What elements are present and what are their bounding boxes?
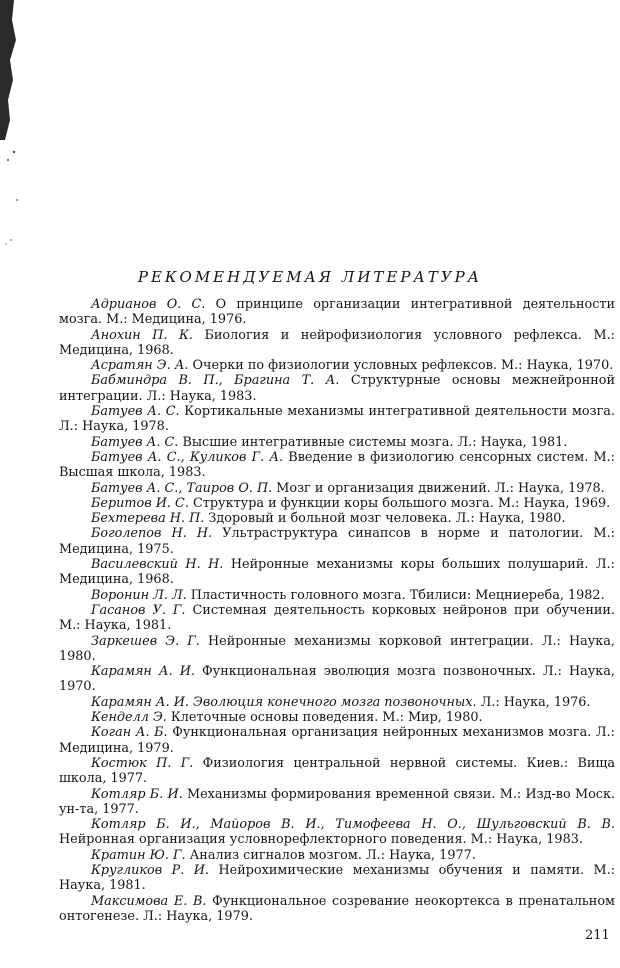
reference-text: О принципе организации интегративной деятельности мозга. М.: Медицина, 1976. <box>59 297 615 328</box>
reference-text: Введение в физиологию сенсорных систем. М.: Высшая школа, 1983. <box>59 449 615 481</box>
reference-item <box>59 511 615 526</box>
reference-author: Карамян А. И. Эволюция конечного мозга позвоночных. <box>91 694 477 710</box>
reference-text: Системная деятельность корковых нейронов при обучении. М.: Наука, 1981. <box>59 602 615 634</box>
reference-item <box>59 664 615 695</box>
reference-author: Батуев А. С., Таиров О. П. <box>91 480 273 496</box>
reference-author: Беритов И. С. <box>91 495 189 511</box>
reference-list <box>59 297 615 924</box>
reference-item <box>59 634 615 665</box>
page-number: 211 <box>585 928 610 943</box>
reference-text: Функциональное созревание неокортекса в пренатальном онтогенезе. Л.: Наука, 1979. <box>59 893 615 924</box>
reference-author: Карамян А. И. <box>91 664 195 680</box>
reference-author: Кругликов Р. И. <box>91 862 210 878</box>
reference-item <box>59 863 615 894</box>
reference-text: Нейронная организация условнорефлекторного поведения. М.: Наука, 1983. <box>59 832 583 848</box>
reference-item <box>59 450 615 481</box>
reference-text: Физиология центральной нервной системы. Киев.: Вища школа, 1977. <box>59 755 615 787</box>
reference-item <box>59 710 615 725</box>
reference-author: Батуев А. С., Куликов Г. А. <box>91 449 284 465</box>
reference-item <box>59 496 615 511</box>
reference-author: Василевский Н. Н. <box>91 557 224 573</box>
reference-author: Бехтерева Н. П. <box>91 511 205 527</box>
reference-text: Очерки по физиологии условных рефлексов. М.: Наука, 1970. <box>188 358 614 374</box>
reference-item <box>59 848 615 863</box>
reference-text: Биология и нейрофизиология условного рефлекса. М.: Медицина, 1968. <box>59 327 615 358</box>
reference-author: Асратян Э. А. <box>91 358 189 374</box>
reference-text: Функциональная организация нейронных механизмов мозга. Л.: Медицина, 1979. <box>59 725 615 756</box>
reference-item <box>59 358 615 373</box>
reference-text: Кортикальные механизмы интегративной деятельности мозга. Л.: Наука, 1978. <box>59 404 615 435</box>
reference-item <box>59 435 615 450</box>
reference-text: Механизмы формирования временной связи. М.: Изд-во Моск. ун-та, 1977. <box>59 786 616 817</box>
reference-author: Анохин П. К. <box>91 327 193 343</box>
reference-text: Нейронные механизмы коры больших полушарий. Л.: Медицина, 1968. <box>59 557 615 588</box>
reference-text: Высшие интегративные системы мозга. Л.: Наука, 1981. <box>178 434 568 450</box>
reference-author: Бабминдра В. П., Брагина Т. А. <box>91 373 340 389</box>
reference-author: Заркешев Э. Г. <box>91 633 200 649</box>
page-title: РЕКОМЕНДУЕМАЯ ЛИТЕРАТУРА <box>137 268 483 286</box>
reference-item <box>59 894 615 925</box>
reference-item <box>59 328 615 359</box>
reference-author: Коган А. Б. <box>91 725 168 741</box>
scan-edge-artifact <box>0 0 28 280</box>
reference-text: Пластичность головного мозга. Тбилиси: Мецниереба, 1982. <box>186 587 605 603</box>
reference-author: Кратин Ю. Г. <box>91 847 186 863</box>
reference-author: Гасанов У. Г. <box>91 602 186 618</box>
reference-text: Здоровый и больной мозг человека. Л.: Наука, 1980. <box>204 511 566 527</box>
reference-text: Л.: Наука, 1976. <box>476 694 591 710</box>
reference-item <box>59 756 615 787</box>
reference-text: Функциональная эволюция мозга позвоночных. Л.: Наука, 1970. <box>59 664 615 695</box>
reference-item <box>59 695 615 710</box>
reference-text: Мозг и организация движений. Л.: Наука, 1978. <box>272 480 605 496</box>
reference-author: Котляр Б. И. <box>91 786 183 802</box>
reference-item <box>59 526 615 557</box>
reference-item <box>59 817 615 848</box>
reference-item <box>59 603 615 634</box>
reference-author: Котляр Б. И., Майоров В. И., Тимофеева Н. О., Шульговский В. В. <box>91 817 615 833</box>
reference-author: Батуев А. С. <box>91 434 179 450</box>
reference-text: Структура и функции коры большого мозга. М.: Наука, 1969. <box>188 495 611 511</box>
reference-text: Структурные основы межнейронной интеграции. Л.: Наука, 1983. <box>59 373 615 404</box>
reference-item <box>59 725 615 756</box>
reference-author: Костюк П. Г. <box>91 755 194 771</box>
reference-author: Максимова Е. В. <box>91 893 207 909</box>
reference-item <box>59 557 615 588</box>
reference-text: Анализ сигналов мозгом. Л.: Наука, 1977. <box>185 847 476 863</box>
reference-author: Адрианов О. С. <box>91 297 206 312</box>
reference-item <box>59 787 615 818</box>
reference-text: Ультраструктура синапсов в норме и патологии. М.: Медицина, 1975. <box>59 526 615 557</box>
reference-item <box>59 373 615 404</box>
reference-text: Клеточные основы поведения. М.: Мир, 1980. <box>166 710 483 726</box>
reference-item <box>59 297 615 328</box>
reference-author: Воронин Л. Л. <box>91 587 187 603</box>
reference-author: Боголепов Н. Н. <box>91 526 213 542</box>
reference-author: Кенделл Э. <box>91 710 167 726</box>
reference-item <box>59 404 615 435</box>
reference-item <box>59 481 615 496</box>
reference-item <box>59 588 615 603</box>
reference-text: Нейронные механизмы корковой интеграции. Л.: Наука, 1980. <box>59 633 615 664</box>
reference-text: Нейрохимические механизмы обучения и памяти. М.: Наука, 1981. <box>59 862 616 894</box>
reference-author: Батуев А. С. <box>91 404 180 420</box>
